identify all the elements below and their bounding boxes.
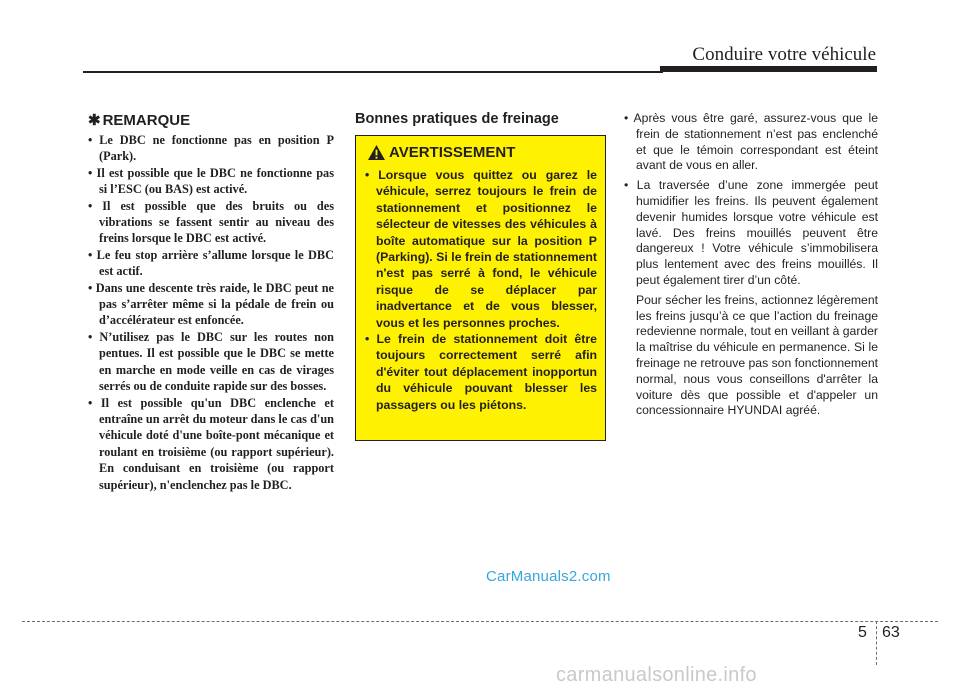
star-cross-icon: ✱ xyxy=(88,112,101,129)
warning-header xyxy=(367,144,515,161)
watermark-link[interactable]: CarManuals2.com xyxy=(486,568,611,585)
bottom-watermark: carmanualsonline.info xyxy=(556,664,757,686)
remark-item: • Dans une descente très raide, le DBC peut ne pas s’arrêter même si la pédale de frein ou d’accélérateur est enfoncée. xyxy=(88,280,334,328)
section-heading: Bonnes pratiques de freinage xyxy=(355,111,559,127)
right-column xyxy=(624,111,878,419)
warning-triangle-icon xyxy=(367,144,386,161)
remark-item: • Il est possible que le DBC ne fonctionne pas si l’ESC (ou BAS) est activé. xyxy=(88,165,334,197)
warning-item: • Le frein de stationnement doit être toujours correctement serré afin d'éviter tout déplacement inopportun du véhicule pouvant blesser les passagers ou les piétons. xyxy=(365,332,597,412)
remark-item: • Le feu stop arrière s’allume lorsque le DBC est actif. xyxy=(88,247,334,279)
remark-section xyxy=(88,111,334,493)
remark-heading xyxy=(88,111,334,129)
tip-item: • Après vous être garé, assurez-vous que le frein de stationnement n’est pas enclenché et que le témoin correspondant est éteint avant de vous en aller. xyxy=(624,111,878,173)
tip-paragraph: Pour sécher les freins, actionnez légèrement les freins jusqu’à ce que l’action du freinage redevienne normale, tout en veillant à garder la maîtrise du véhicule en permanence. Si le freinage ne retrouve pas son fonctionnement normal, nous vous conseillons d'arrêter la voiture dès que possible et d'appeler un concessionnaire HYUNDAI agréé. xyxy=(636,292,878,418)
warning-list xyxy=(365,167,597,413)
remark-title: REMARQUE xyxy=(102,112,191,129)
remark-item: • Il est possible qu'un DBC enclenche et entraîne un arrêt du moteur dans le cas d'un véhicule doté d'une boîte-pont mécanique et roulant en troisième (ou rapport supérieur). En conduisant en troisième (ou rapport supérieur), n'enclenchez pas le DBC. xyxy=(88,395,334,492)
remark-item: • Le DBC ne fonctionne pas en position P (Park). xyxy=(88,133,334,164)
page-header-title: Conduire votre véhicule xyxy=(692,44,876,65)
page-number-divider xyxy=(876,621,877,665)
tips-list xyxy=(624,111,878,289)
tip-item: • La traversée d’une zone immergée peut humidifier les freins. Ils peuvent également devenir humides lorsque votre véhicule est lavé. Des freins mouillés peuvent être dangereux ! Votre véhicule s’immobilisera plus lentement avec des freins mouillés. Il peut également tirer d’un côté. xyxy=(624,178,878,287)
page-number: 63 xyxy=(882,624,900,641)
remark-item: • N’utilisez pas le DBC sur les routes non pentues. Il est possible que le DBC se mette en marche en mode veille en cas de virages serrés ou de conduite rapide sur des bosses. xyxy=(88,329,334,394)
warning-item: • Lorsque vous quittez ou garez le véhicule, serrez toujours le frein de stationnement et positionnez le sélecteur de vitesses des véhicules à boîte automatique sur la position P (Parking). Si le frein de stationnement n'est pas serré à fond, le véhicule risque de se déplacer par inadvertance et de vous blesser, vous et les personnes proches. xyxy=(365,168,597,330)
footer-divider xyxy=(22,621,938,622)
section-number: 5 xyxy=(858,624,867,641)
warning-title: AVERTISSEMENT xyxy=(389,144,516,161)
remark-item: • Il est possible que des bruits ou des vibrations se fassent sentir au niveau des freins lorsque le DBC est activé. xyxy=(88,198,334,246)
header-rule-thick xyxy=(660,66,877,72)
warning-box xyxy=(355,135,606,441)
remark-list xyxy=(88,132,334,493)
header-rule xyxy=(83,71,663,73)
